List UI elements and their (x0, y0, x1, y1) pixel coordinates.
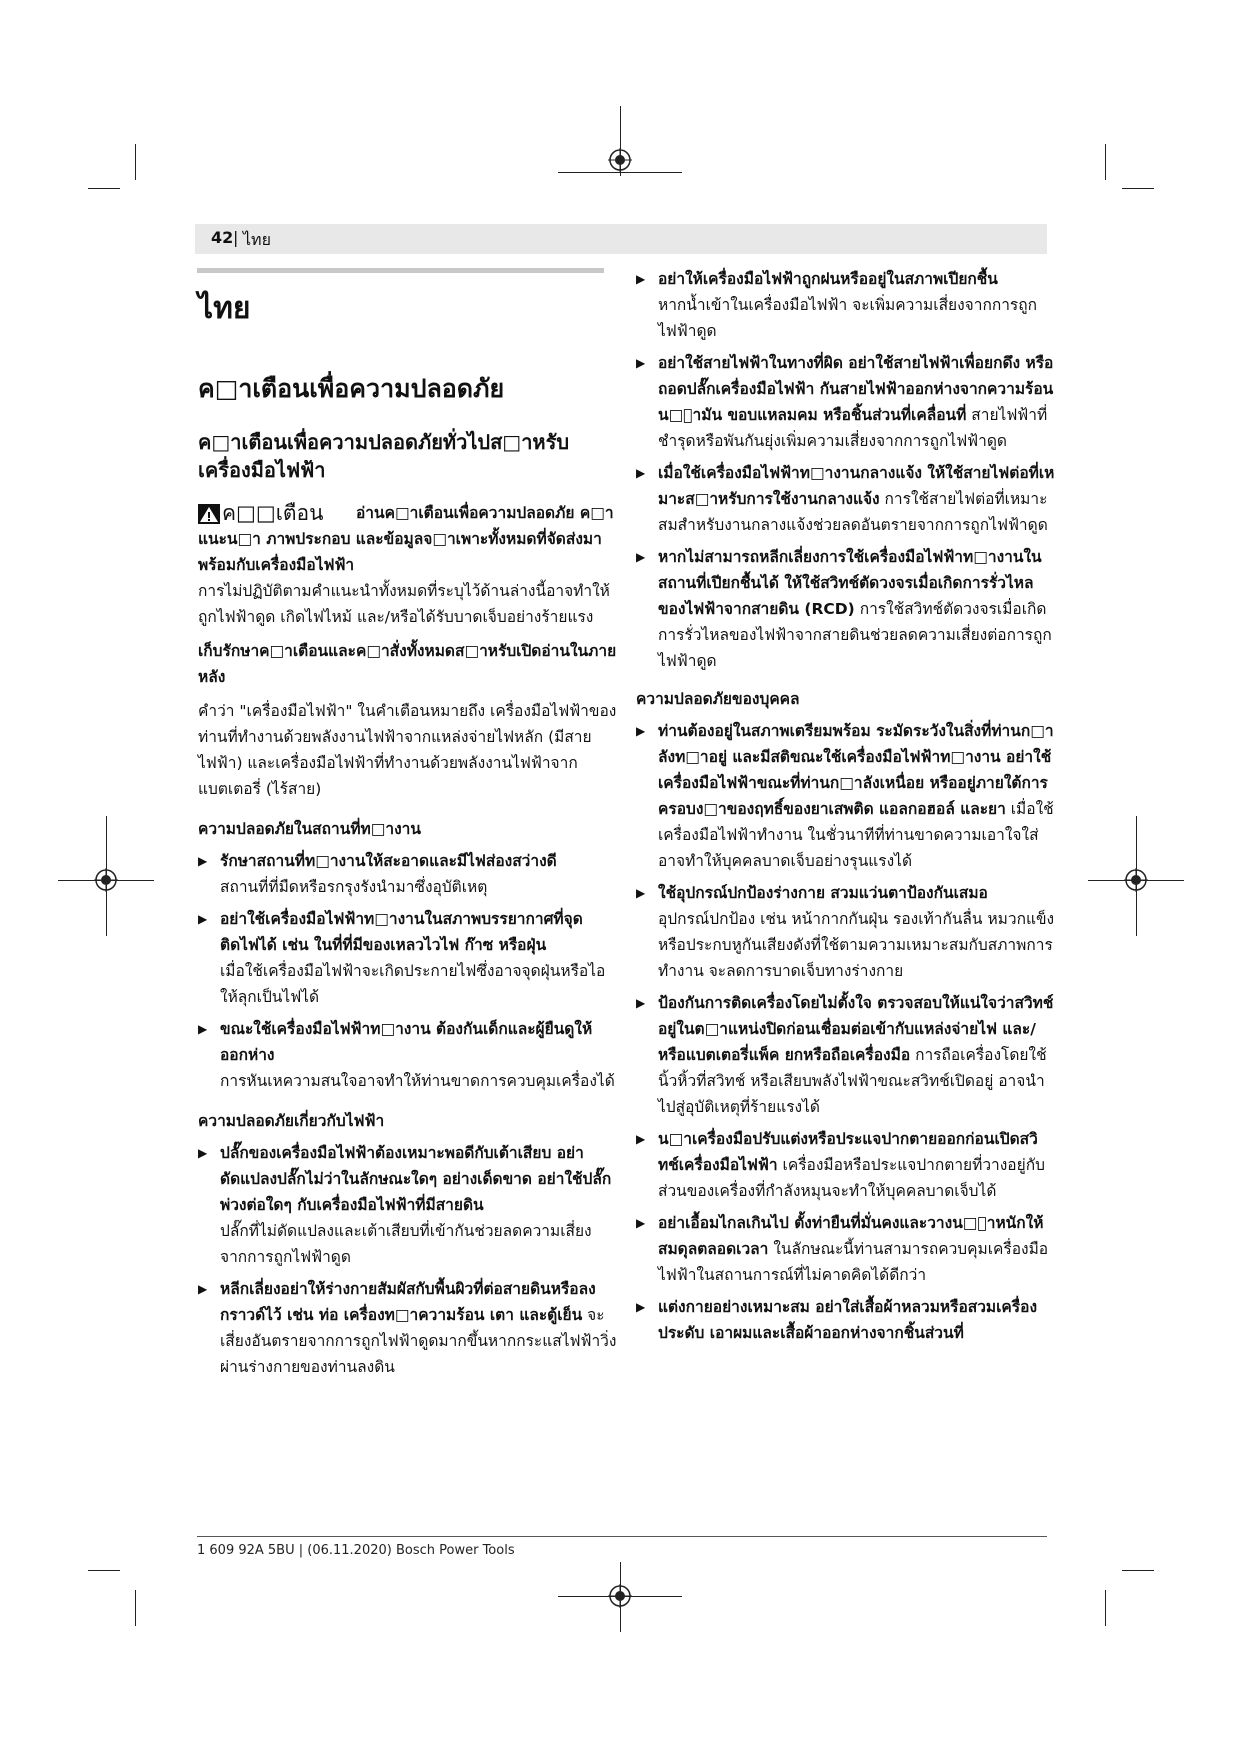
registration-mark-icon (608, 148, 632, 172)
definition-text: คำว่า "เครื่องมือไฟฟ้า" ในคำเตือนหมายถึง เครื่องมือไฟฟ้าของท่านที่ทำงานด้วยพลังงานไฟฟ้าจากแหล่งจ่ายไฟหลัก (มีสายไฟฟ้า) และเครื่องมือไฟฟ้าที่ทำงานด้วยพลังงานไฟฟ้าจากแบตเตอรี่ (ไร้สาย) (198, 702, 617, 798)
warning-triangle-icon (198, 504, 220, 524)
registration-mark-icon (94, 868, 118, 892)
warning-block (198, 500, 618, 552)
crop-mark (1122, 1570, 1154, 1571)
warning-text-bold: อ่านค□าเตือนเพื่อความปลอดภัย ค□าแนะน□า ภาพประกอบ และข้อมูลจ□าเพาะทั้งหมดที่จัดส่งมาพร้อมกับเครื่องมือไฟฟ้า (198, 504, 614, 574)
crop-mark (1105, 1590, 1106, 1626)
list-item: ▶ ใช้อุปกรณ์ปกป้องร่างกาย สวมแว่นตาป้องกันเสมอ อุปกรณ์ปกป้อง เช่น หน้ากากกันฝุ่น รองเท้ากันลื่น หมวกแข็ง หรือประกบหูกันเสียงดังที่ใช้ตามความเหมาะสมกับสภาพการทำงาน จะลดการบาดเจ็บทางร่างกาย (636, 880, 1056, 984)
list-item: ▶ อย่าเอื้อมไกลเกินไป ตั้งท่ายืนที่มั่นคงและวางน□้าหนักให้สมดุลตลอดเวลา ในลักษณะนี้ท่านสามารถควบคุมเครื่องมือไฟฟ้าในสถานการณ์ที่ไม่คาดคิดได้ดีกว่า (636, 1210, 1056, 1288)
footer-rule (197, 1536, 1047, 1537)
running-header (195, 224, 1047, 254)
keep-instructions-heading: เก็บรักษาค□าเตือนและค□าสั่งทั้งหมดส□าหรับเปิดอ่านในภายหลัง (198, 642, 617, 686)
list-item: ▶ ขณะใช้เครื่องมือไฟฟ้าท□างาน ต้องกันเด็กและผู้ยืนดูให้ออกห่าง การหันเหความสนใจอาจทำให้ท่านขาดการควบคุมเครื่องได้ (198, 1016, 618, 1094)
list-item: ▶ รักษาสถานที่ท□างานให้สะอาดและมีไฟส่องสว่างดี สถานที่ที่มืดหรือรกรุงรังนำมาซึ่งอุบัติเหตุ (198, 848, 618, 900)
list-item: ▶ อย่าใช้เครื่องมือไฟฟ้าท□างานในสภาพบรรยากาศที่จุดติดไฟได้ เช่น ในที่ที่มีของเหลวไวไฟ ก๊าซ หรือฝุ่น เมื่อใช้เครื่องมือไฟฟ้าจะเกิดประกายไฟซึ่งอาจจุดฝุ่นหรือไอให้ลุกเป็นไฟได้ (198, 906, 618, 1010)
crop-mark (558, 172, 682, 173)
registration-mark-icon (608, 1584, 632, 1608)
section-heading: ค□าเตือนเพื่อความปลอดภัย (198, 374, 505, 403)
list-item: ▶ ท่านต้องอยู่ในสภาพเตรียมพร้อม ระมัดระวังในสิ่งที่ท่านก□าลังท□าอยู่ และมีสติขณะใช้เครื่องมือไฟฟ้าท□างาน อย่าใช้เครื่องมือไฟฟ้าขณะที่ท่านก□าลังเหนื่อย หรืออยู่ภายใต้การครอบง□าของฤทธิ์ของยาเสพติด แอลกอฮอล์ และยา เมื่อใช้เครื่องมือไฟฟ้าทำงาน ในชั่วนาทีที่ท่านขาดความเอาใจใส่อาจทำให้บุคคลบาดเจ็บอย่างรุนแรงได้ (636, 718, 1056, 874)
work-area-heading: ความปลอดภัยในสถานที่ท□างาน (198, 820, 421, 838)
registration-mark-icon (1124, 868, 1148, 892)
list-item: ▶ น□าเครื่องมือปรับแต่งหรือประแจปากตายออกก่อนเปิดสวิทช์เครื่องมือไฟฟ้า เครื่องมือหรือประแจปากตายที่วางอยู่กับส่วนของเครื่องที่กำลังหมุนจะทำให้บุคคลบาดเจ็บได้ (636, 1126, 1056, 1204)
list-item: ▶ ปลั๊กของเครื่องมือไฟฟ้าต้องเหมาะพอดีกับเต้าเสียบ อย่าดัดแปลงปลั๊กไม่ว่าในลักษณะใดๆ อย่างเด็ดขาด อย่าใช้ปลั๊กพ่วงต่อใดๆ กับเครื่องมือไฟฟ้าที่มีสายดิน ปลั๊กที่ไม่ดัดแปลงและเต้าเสียบที่เข้ากันช่วยลดความเสี่ยงจากการถูกไฟฟ้าดูด (198, 1140, 618, 1270)
personal-safety-heading: ความปลอดภัยของบุคคล (636, 690, 800, 708)
left-column (198, 290, 618, 1380)
page-title: ไทย (198, 291, 251, 326)
crop-mark (88, 1570, 120, 1571)
warning-text: การไม่ปฏิบัติตามคำแนะนำทั้งหมดที่ระบุไว้ด้านล่างนี้อาจทำให้ถูกไฟฟ้าดูด เกิดไฟไหม้ และ/หรือได้รับบาดเจ็บอย่างร้ายแรง (198, 582, 610, 626)
subsection-heading: ค□าเตือนเพื่อความปลอดภัยทั่วไปส□าหรับเครื่องมือไฟฟ้า (198, 430, 570, 482)
list-item: ▶ เมื่อใช้เครื่องมือไฟฟ้าท□างานกลางแจ้ง ให้ใช้สายไฟต่อที่เหมาะส□าหรับการใช้งานกลางแจ้ง การใช้สายไฟต่อที่เหมาะสมสำหรับงานกลางแจ้งช่วยลดอันตรายจากการถูกไฟฟ้าดูด (636, 460, 1056, 538)
list-item: ▶ อย่าให้เครื่องมือไฟฟ้าถูกฝนหรืออยู่ในสภาพเปียกชื้น หากน้ำเข้าในเครื่องมือไฟฟ้า จะเพิ่มความเสี่ยงจากการถูกไฟฟ้าดูด (636, 266, 1056, 344)
title-rule (197, 268, 604, 273)
header-separator: | (233, 228, 239, 247)
page-number: 42 (211, 228, 234, 247)
warning-label: ค□□เตือน (222, 501, 324, 525)
header-section: ไทย (243, 230, 271, 249)
crop-mark (88, 188, 120, 189)
crop-mark (135, 1590, 136, 1626)
page-footer: 1 609 92A 5BU | (06.11.2020) Bosch Power Tools (197, 1543, 515, 1558)
list-item: ▶ หลีกเลี่ยงอย่าให้ร่างกายสัมผัสกับพื้นผิวที่ต่อสายดินหรือลงกราวด์ไว้ เช่น ท่อ เครื่องท□าความร้อน เตา และตู้เย็น จะเสี่ยงอันตรายจากการถูกไฟฟ้าดูดมากขึ้นหากกระแสไฟฟ้าวิ่งผ่านร่างกายของท่านลงดิน (198, 1276, 618, 1380)
crop-mark (1122, 188, 1154, 189)
crop-mark (135, 144, 136, 180)
list-item: ▶ อย่าใช้สายไฟฟ้าในทางที่ผิด อย่าใช้สายไฟฟ้าเพื่อยกดึง หรือถอดปลั๊กเครื่องมือไฟฟ้า กันสายไฟฟ้าออกห่างจากความร้อน น□้ามัน ขอบแหลมคม หรือชิ้นส่วนที่เคลื่อนที่ สายไฟฟ้าที่ชำรุดหรือพันกันยุ่งเพิ่มความเสี่ยงจากการถูกไฟฟ้าดูด (636, 350, 1056, 454)
electrical-safety-heading: ความปลอดภัยเกี่ยวกับไฟฟ้า (198, 1112, 385, 1130)
list-item: ▶ หากไม่สามารถหลีกเลี่ยงการใช้เครื่องมือไฟฟ้าท□างานในสถานที่เปียกชื้นได้ ให้ใช้สวิทช์ตัดวงจรเมื่อเกิดการรั่วไหลของไฟฟ้าจากสายดิน (RCD) การใช้สวิทช์ตัดวงจรเมื่อเกิดการรั่วไหลของไฟฟ้าจากสายดินช่วยลดความเสี่ยงต่อการถูกไฟฟ้าดูด (636, 544, 1056, 674)
crop-mark (1105, 144, 1106, 180)
list-item: ▶ แต่งกายอย่างเหมาะสม อย่าใส่เสื้อผ้าหลวมหรือสวมเครื่องประดับ เอาผมและเสื้อผ้าออกห่างจากชิ้นส่วนที่ (636, 1294, 1056, 1346)
right-column (636, 266, 1056, 1346)
list-item: ▶ ป้องกันการติดเครื่องโดยไม่ตั้งใจ ตรวจสอบให้แน่ใจว่าสวิทช์อยู่ในต□าแหน่งปิดก่อนเชื่อมต่อเข้ากับแหล่งจ่ายไฟ และ/หรือแบตเตอรี่แพ็ค ยกหรือถือเครื่องมือ การถือเครื่องโดยใช้นิ้วหิ้วที่สวิทช์ หรือเสียบพลังไฟฟ้าขณะสวิทช์เปิดอยู่ อาจนำไปสู่อุบัติเหตุที่ร้ายแรงได้ (636, 990, 1056, 1120)
